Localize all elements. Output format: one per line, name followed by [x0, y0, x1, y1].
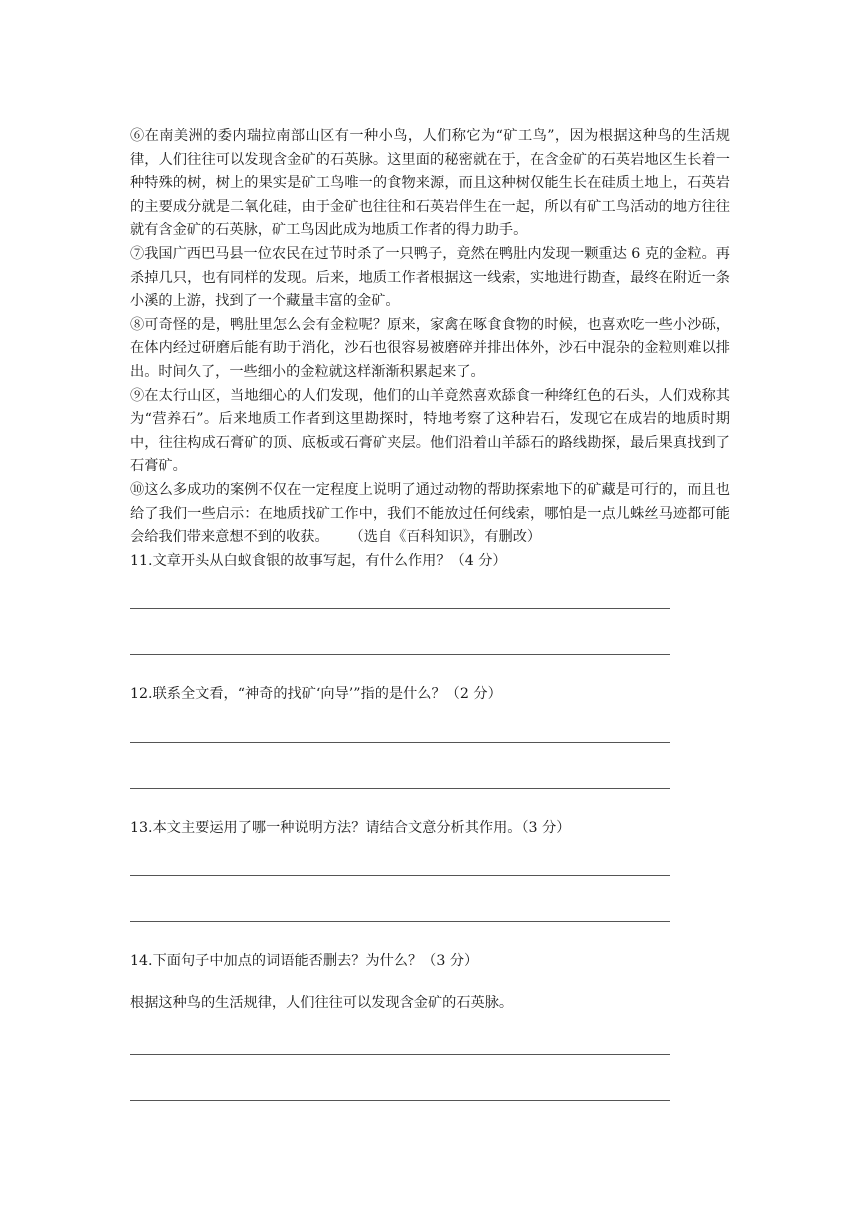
question-12: 12.联系全文看，“神奇的找矿‘向导’”指的是什么？（2 分） — [130, 686, 502, 703]
document-page — [130, 125, 730, 1101]
paragraph-10-text: ⑩这么多成功的案例不仅在一定程度上说明了通过动物的帮助探索地下的矿藏是可行的，而且也给了我们一些启示：在地质找矿工作中，我们不能放过任何线索，哪怕是一点儿蛛丝马迹都可能会给我们带来意想不到的收获。 — [130, 481, 730, 546]
source-citation: （选自《百科知识》，有删改） — [356, 529, 542, 546]
paragraph-9: ⑨在太行山区，当地细心的人们发现，他们的山羊竟然喜欢舔食一种绛红色的石头，人们戏称其为“营养石”。后来地质工作者到这里勘探时，特地考察了这种岩石，发现它在成岩的地质时期中，往往构成石膏矿的顶、底板或石膏矿夹层。他们沿着山羊舔石的路线勘探，最后果真找到了石膏矿。 — [130, 387, 730, 475]
answer-line[interactable] — [130, 1100, 670, 1101]
paragraph-8: ⑧可奇怪的是，鸭肚里怎么会有金粒呢？原来，家禽在啄食食物的时候，也喜欢吃一些小沙砾，在体内经过研磨后能有助于消化，沙石也很容易被磨碎并排出体外，沙石中混杂的金粒则难以排出。时间久了，一些细小的金粒就这样渐渐积累起来了。 — [130, 316, 730, 380]
question-13: 13.本文主要运用了哪一种说明方法？请结合文意分析其作用。（3 分） — [130, 819, 571, 836]
question-14-sentence: 根据这种鸟的生活规律，人们往往可以发现含金矿的石英脉。 — [130, 995, 514, 1012]
paragraph-10 — [130, 479, 730, 550]
question-14: 14.下面句子中加点的词语能否删去？为什么？（3 分） — [130, 953, 479, 970]
paragraph-7: ⑦我国广西巴马县一位农民在过节时杀了一只鸭子，竟然在鸭肚内发现一颗重达 6 克的金粒。再杀掉几只，也有同样的发现。后来，地质工作者根据这一线索，实地进行勘查，最终在附近一条小溪的上游，找到了一个藏量丰富的金矿。 — [130, 245, 730, 310]
paragraph-6: ⑥在南美洲的委内瑞拉南部山区有一种小鸟，人们称它为“矿工鸟”，因为根据这种鸟的生活规律，人们往往可以发现含金矿的石英脉。这里面的秘密就在于，在含金矿的石英岩地区生长着一种特殊的树，树上的果实是矿工鸟唯一的食物来源，而且这种树仅能生长在硅质土地上，石英岩的主要成分就是二氧化硅，由于金矿也往往和石英岩伴生在一起，所以有矿工鸟活动的地方往往就有含金矿的石英脉，矿工鸟因此成为地质工作者的得力助手。 — [130, 128, 730, 239]
question-11: 11.文章开头从白蚁食银的故事写起，有什么作用？（4 分） — [130, 552, 507, 569]
